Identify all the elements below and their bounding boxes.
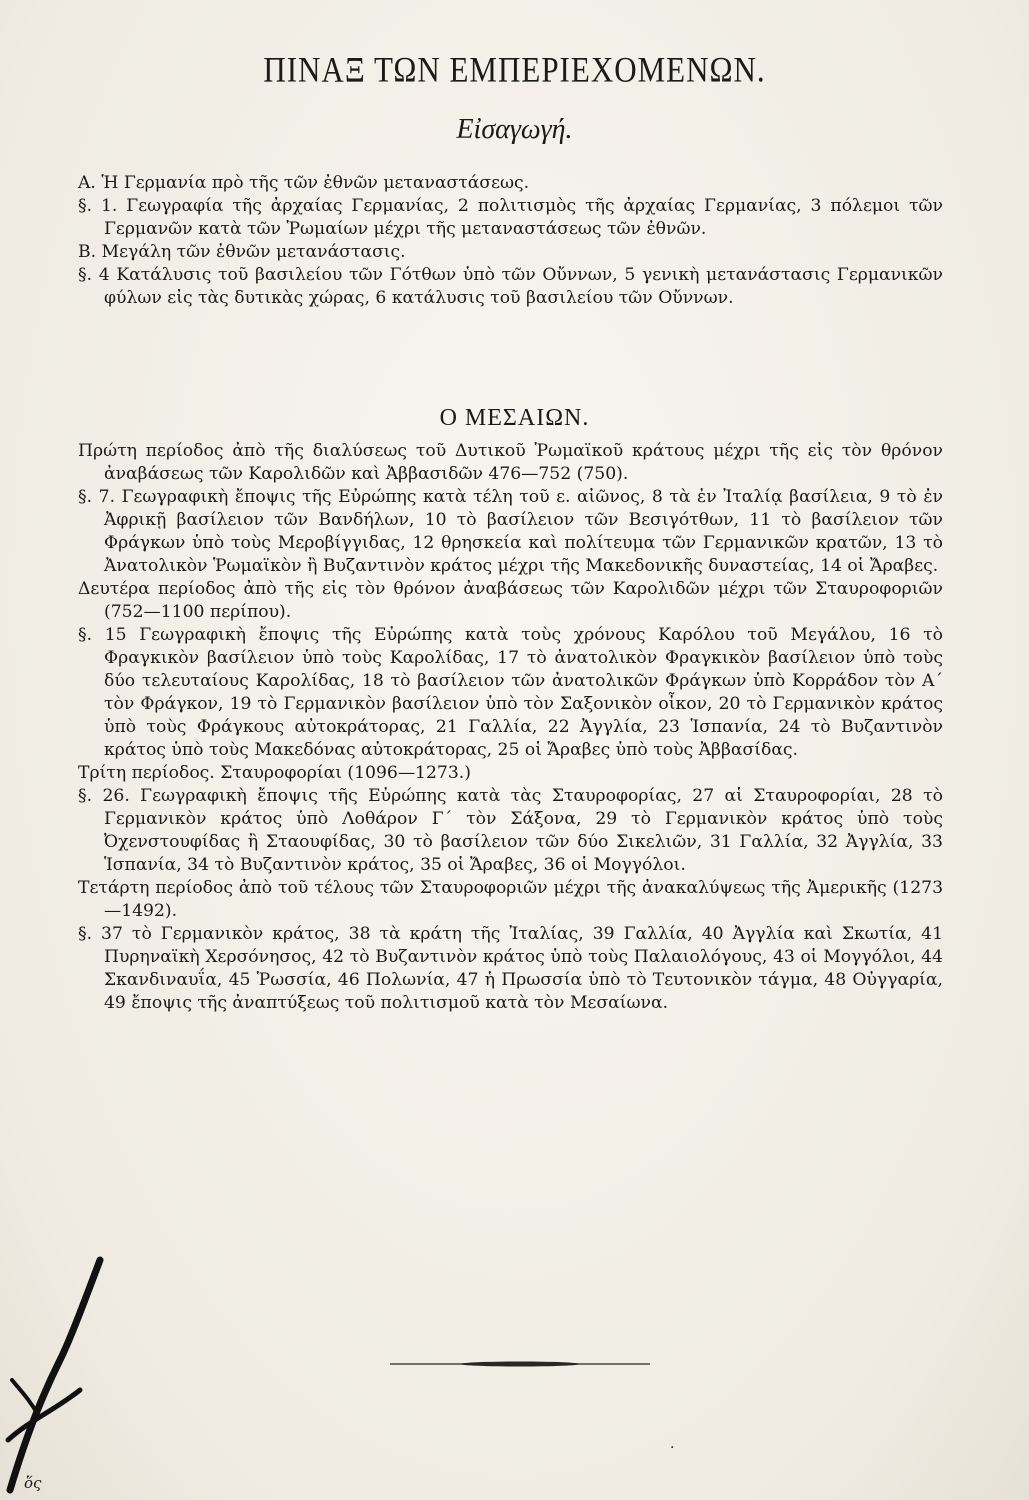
toc-entry: §. 26. Γεωγραφικὴ ἔποψις τῆς Εὐρώπης κατὰ τὰς Σταυροφορίας, 27 αἱ Σταυροφορίαι, 28 τὸ Γερμανικὸν κράτος ὑπὸ Λοθάρον Γ΄ τὸν Σάξονα, 29 τὸ Γερμανικὸν κράτος ὑπὸ τοὺς Ὀχενστουφίδας ἢ Σταουφίδας, 30 τὸ βασίλειον τῶν δύο Σικελιῶν, 31 Γαλλία, 32 Ἀγγλία, 33 Ἱσπανία, 34 τὸ Βυζαντινὸν κράτος, 35 οἱ Ἄραβες, 36 οἱ Μογγόλοι. [78,786,943,875]
toc-entry: Β. Μεγάλη τῶν ἐθνῶν μετανάστασις. [78,242,406,262]
decorative-rule [390,1360,650,1368]
period-heading: Δευτέρα περίοδος ἀπὸ τῆς εἰς τὸν θρόνον ἀναβάσεως τῶν Καρολιδῶν μέχρι τῶν Σταυροφοριῶν (752—1100 περίπου). [78,579,943,622]
period-heading: Τετάρτη περίοδος ἀπὸ τοῦ τέλους τῶν Σταυροφοριῶν μέχρι τῆς ἀνακαλύψεως τῆς Ἀμερικῆς (1273—1492). [78,878,943,921]
middle-ages-entries [78,440,943,1015]
margin-note: ὅς [24,1474,42,1492]
toc-entry: §. 37 τὸ Γερμανικὸν κράτος, 38 τὰ κράτη τῆς Ἰταλίας, 39 Γαλλία, 40 Ἀγγλία καὶ Σκωτία, 41 Πυρηναϊκὴ Χερσόνησος, 42 τὸ Βυζαντινὸν κράτος ὑπὸ τοὺς Παλαιολόγους, 43 οἱ Μογγόλοι, 44 Σκανδιναυΐα, 45 Ῥωσσία, 46 Πολωνία, 47 ἡ Πρωσσία ὑπὸ τὸ Τευτονικὸν τάγμα, 48 Οὐγγαρία, 49 ἔποψις τῆς ἀναπτύξεως τοῦ πολιτισμοῦ κατὰ τὸν Μεσαίωνα. [78,924,943,1013]
toc-entry: Α. Ἡ Γερμανία πρὸ τῆς τῶν ἐθνῶν μεταναστάσεως. [78,173,530,193]
middle-ages-heading: Ο ΜΕΣΑΙΩΝ. [439,405,590,431]
toc-entry: §. 15 Γεωγραφικὴ ἔποψις τῆς Εὐρώπης κατὰ τοὺς χρόνους Καρόλου τοῦ Μεγάλου, 16 τὸ Φραγκικὸν βασίλειον ὑπὸ τοὺς Καρολίδας, 17 τὸ ἀνατολικὸν Φραγκικὸν βασίλειον ὑπὸ τοὺς δύο τελευταίους Καρολίδας, 18 τὸ βασίλειον τῶν ἀνατολικῶν Φράγκων ὑπὸ Κορράδον τὸν Α΄ τὸν Φράγκον, 19 τὸ Γερμανικὸν βασίλειον ὑπὸ τὸν Σαξονικὸν οἶκον, 20 τὸ Γερμανικὸν κράτος ὑπὸ τοὺς Φράγκους αὐτοκράτορας, 21 Γαλλία, 22 Ἀγγλία, 23 Ἱσπανία, 24 τὸ Βυζαντινὸν κράτος ὑπὸ τοὺς Μακεδόνας αὐτοκράτορας, 25 οἱ Ἄραβες ὑπὸ τοὺς Ἀββασίδας. [78,625,943,760]
toc-entry: §. 4 Κατάλυσις τοῦ βασιλείου τῶν Γότθων ὑπὸ τῶν Οὔννων, 5 γενικὴ μετανάστασις Γερμανικῶν φύλων εἰς τὰς δυτικὰς χώρας, 6 κατάλυσις τοῦ βασιλείου τῶν Οὔννων. [78,265,943,308]
introduction-entries [78,172,943,310]
page-dot: · [670,1440,675,1456]
toc-entry: §. 7. Γεωγραφικὴ ἔποψις τῆς Εὐρώπης κατὰ τέλη τοῦ ε. αἰῶνος, 8 τὰ ἐν Ἰταλίᾳ βασίλεια, 9 τὸ ἐν Ἀφρικῇ βασίλειον τῶν Βανδήλων, 10 τὸ βασίλειον τῶν Βεσιγότθων, 11 τὸ βασίλειον τῶν Φράγκων ὑπὸ τοὺς Μεροβίγγιδας, 12 θρησκεία καὶ πολίτευμα τῶν Γερμανικῶν κρατῶν, 13 τὸ Ἀνατολικὸν Ῥωμαϊκὸν ἢ Βυζαντινὸν κράτος μέχρι τῆς Μακεδονικῆς δυναστείας, 14 οἱ Ἄραβες. [78,487,943,576]
introduction-heading: Εἰσαγωγή. [456,114,573,145]
period-heading: Τρίτη περίοδος. Σταυροφορίαι (1096—1273.) [78,763,471,783]
handwritten-mark [0,1240,110,1500]
period-heading: Πρώτη περίοδος ἀπὸ τῆς διαλύσεως τοῦ Δυτικοῦ Ῥωμαϊκοῦ κράτους μέχρι τῆς εἰς τὸν θρόνον ἀναβάσεως τῶν Καρολιδῶν καὶ Ἀββασιδῶν 476—752 (750). [78,441,943,484]
page-title: ΠΙΝΑΞ ΤΩΝ ΕΜΠΕΡΙΕΧΟΜΕΝΩΝ. [263,49,766,90]
toc-entry: §. 1. Γεωγραφία τῆς ἀρχαίας Γερμανίας, 2 πολιτισμὸς τῆς ἀρχαίας Γερμανίας, 3 πόλεμοι τῶν Γερμανῶν κατὰ τῶν Ῥωμαίων μέχρι τῆς μεταναστάσεως τῶν ἐθνῶν. [78,196,943,239]
